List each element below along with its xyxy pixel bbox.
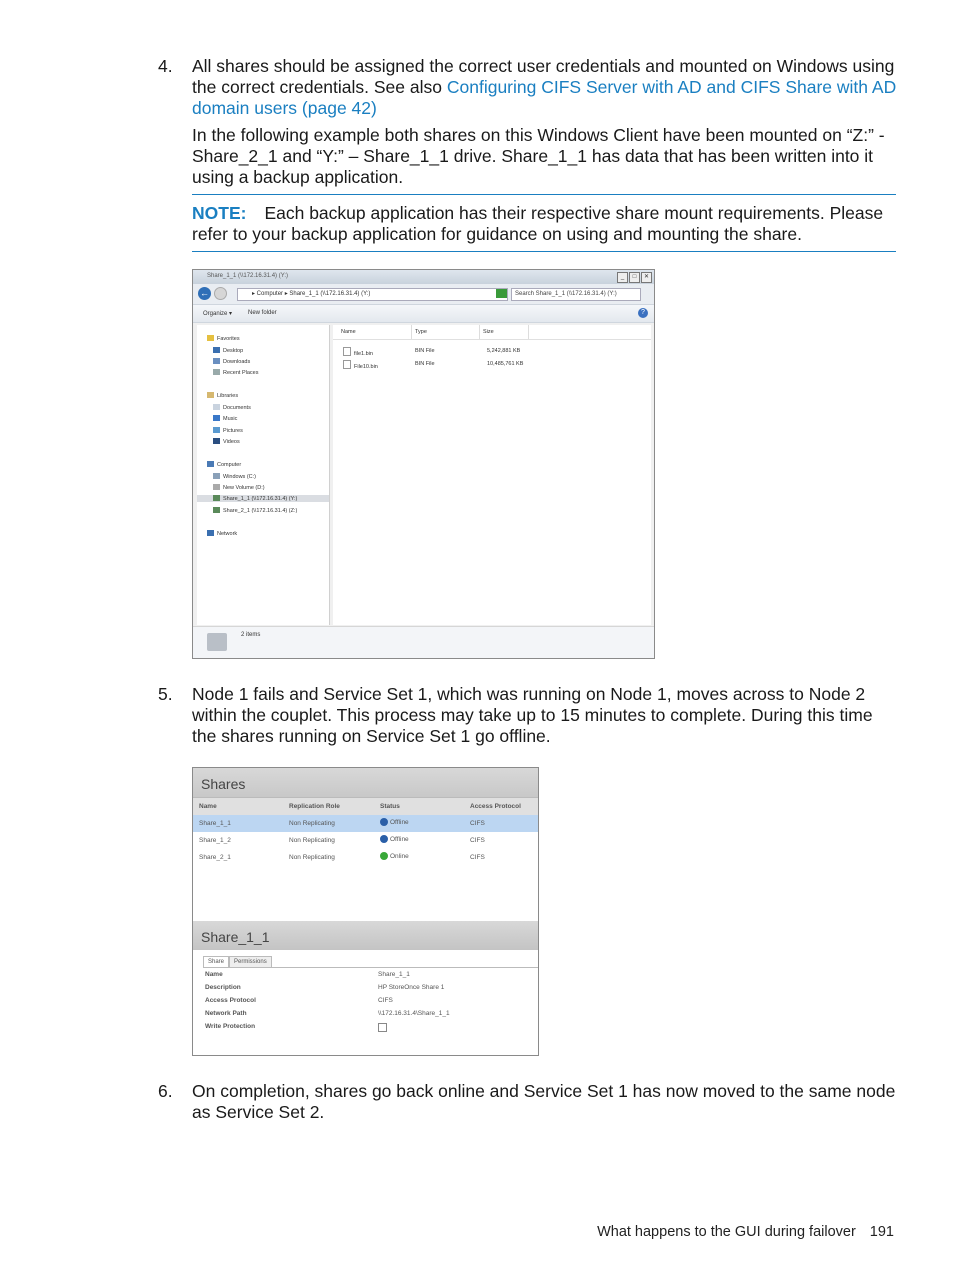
music-icon	[213, 415, 220, 421]
close-icon[interactable]: ✕	[641, 272, 652, 283]
status-bar	[193, 626, 654, 659]
network-drive-icon	[213, 495, 220, 501]
nav-share-y[interactable]: Share_1_1 (\\172.16.31.4) (Y:)	[197, 495, 329, 502]
share-role: Non Replicating	[289, 837, 335, 844]
step-paragraph: In the following example both shares on this Windows Client have been mounted on “Z:” - Share_2_1 and “Y:” – Share_1_1 drive. Share_1_1 has data that has been written into it using a backup application.	[192, 125, 885, 187]
file-icon	[343, 347, 351, 356]
share-details	[203, 967, 538, 1033]
step-text	[192, 56, 898, 119]
nav-pictures[interactable]: Pictures	[213, 427, 243, 434]
share-role: Non Replicating	[289, 820, 335, 827]
cross-reference-link[interactable]: Configuring CIFS Server with AD and CIFS Share with AD domain users (page 42)	[192, 77, 897, 118]
share-status: Offline	[380, 818, 409, 826]
step-number: 6.	[158, 1081, 173, 1101]
write-protection-checkbox[interactable]	[378, 1023, 387, 1032]
nav-recent[interactable]: Recent Places	[213, 369, 258, 376]
file-size: 10,485,761 KB	[487, 361, 524, 367]
file-icon	[343, 360, 351, 369]
step-number: 4.	[158, 56, 173, 76]
table-row[interactable]	[193, 849, 538, 866]
downloads-icon	[213, 358, 220, 364]
share-protocol: CIFS	[470, 854, 485, 861]
nav-new-volume-d[interactable]: New Volume (D:)	[213, 484, 265, 491]
nav-videos[interactable]: Videos	[213, 438, 240, 445]
file-type: BIN File	[415, 361, 435, 367]
share-name: Share_1_1	[199, 820, 231, 827]
share-name: Share_2_1	[199, 854, 231, 861]
share-detail-title: Share_1_1	[193, 921, 538, 950]
navigation-pane	[197, 325, 330, 625]
network-icon	[207, 530, 214, 536]
recent-places-icon	[213, 369, 220, 375]
new-folder-button[interactable]: New folder	[248, 310, 277, 316]
offline-icon	[380, 818, 388, 826]
col-name[interactable]: Name	[199, 803, 217, 810]
file-row[interactable]: file1.bin	[343, 347, 373, 357]
path-field[interactable]: ▸ Computer ▸ Share_1_1 (\\172.16.31.4) (Y:)	[237, 288, 508, 301]
explorer-screenshot	[192, 269, 655, 659]
search-input[interactable]: Search Share_1_1 (\\172.16.31.4) (Y:)	[511, 288, 641, 301]
maximize-icon[interactable]: □	[629, 272, 640, 283]
shares-column-header	[193, 797, 538, 815]
step-6	[158, 1081, 898, 1123]
footer-section-title: What happens to the GUI during failover	[597, 1224, 856, 1240]
offline-icon	[380, 835, 388, 843]
item-count: 2 items	[241, 632, 261, 638]
file-row[interactable]: File10.bin	[343, 360, 378, 370]
page-footer	[597, 1224, 894, 1240]
file-type: BIN File	[415, 348, 435, 354]
pictures-icon	[213, 427, 220, 433]
videos-icon	[213, 438, 220, 444]
detail-row: Network Path \\172.16.31.4\Share_1_1	[205, 1010, 450, 1017]
share-role: Non Replicating	[289, 854, 335, 861]
share-protocol: CIFS	[470, 820, 485, 827]
share-protocol: CIFS	[470, 837, 485, 844]
desktop-icon	[213, 347, 220, 353]
online-icon	[380, 852, 388, 860]
forward-arrow-icon[interactable]	[214, 287, 227, 300]
nav-windows-c[interactable]: Windows (C:)	[213, 473, 256, 480]
star-icon	[207, 335, 214, 341]
refresh-icon[interactable]	[496, 289, 507, 298]
nav-music[interactable]: Music	[213, 415, 237, 422]
nav-computer[interactable]: Computer	[207, 461, 241, 468]
address-bar	[193, 284, 654, 304]
nav-downloads[interactable]: Downloads	[213, 358, 250, 365]
back-arrow-icon[interactable]: ←	[200, 288, 209, 298]
share-status: Online	[380, 852, 409, 860]
detail-row: Description HP StoreOnce Share 1	[205, 984, 445, 991]
nav-desktop[interactable]: Desktop	[213, 347, 243, 354]
nav-favorites[interactable]: Favorites	[207, 335, 240, 342]
note-text: Each backup application has their respective share mount requirements. Please refer to your backup application for guidance on using and mounting the share.	[192, 203, 884, 244]
step-5	[158, 684, 898, 747]
col-replication-role[interactable]: Replication Role	[289, 803, 340, 810]
nav-share-z[interactable]: Share_2_1 (\\172.16.31.4) (Z:)	[213, 507, 297, 514]
detail-row: Write Protection	[203, 1020, 538, 1033]
share-name: Share_1_2	[199, 837, 231, 844]
help-icon[interactable]: ?	[638, 308, 648, 318]
step-number: 5.	[158, 684, 173, 704]
step-text: Node 1 fails and Service Set 1, which was running on Node 1, moves across to Node 2 within the couplet. This process may take up to 15 minutes to complete. During this time the shares running on Service Set 1 go offline.	[192, 684, 873, 746]
column-header	[333, 325, 651, 340]
tab-permissions[interactable]: Permissions	[229, 956, 272, 967]
file-size: 5,242,881 KB	[487, 348, 521, 354]
window-title: Share_1_1 (\\172.16.31.4) (Y:)	[207, 273, 289, 279]
file-list	[333, 325, 651, 625]
tab-share[interactable]: Share	[203, 956, 229, 967]
table-row[interactable]	[193, 832, 538, 849]
network-drive-icon	[213, 507, 220, 513]
documents-icon	[213, 404, 220, 410]
network-drive-icon	[207, 633, 227, 651]
note-label: NOTE:	[192, 203, 247, 223]
step-text: On completion, shares go back online and Service Set 1 has now moved to the same node as Service Set 2.	[192, 1081, 896, 1122]
step-4	[158, 56, 898, 188]
minimize-icon[interactable]: _	[617, 272, 628, 283]
computer-icon	[207, 461, 214, 467]
col-access-protocol[interactable]: Access Protocol	[470, 803, 521, 810]
share-status: Offline	[380, 835, 409, 843]
detail-row: Name Share_1_1	[205, 971, 410, 978]
col-status[interactable]: Status	[380, 803, 400, 810]
nav-documents[interactable]: Documents	[213, 404, 251, 411]
col-name[interactable]: Name	[341, 329, 356, 335]
organize-button[interactable]: Organize ▾	[203, 311, 233, 317]
window-titlebar	[193, 270, 654, 284]
detail-row: Access Protocol CIFS	[205, 997, 393, 1004]
libraries-icon	[207, 392, 214, 398]
nav-libraries[interactable]: Libraries	[207, 392, 238, 399]
col-size[interactable]: Size	[483, 329, 494, 335]
shares-title: Shares	[193, 768, 538, 797]
note-box	[192, 194, 896, 252]
col-type[interactable]: Type	[415, 329, 427, 335]
toolbar	[193, 304, 654, 323]
page-number: 191	[869, 1224, 894, 1240]
detail-tabs	[203, 956, 272, 967]
drive-icon	[213, 484, 220, 490]
shares-screenshot	[192, 767, 539, 1056]
nav-network[interactable]: Network	[207, 530, 237, 537]
drive-icon	[213, 473, 220, 479]
table-row[interactable]	[193, 815, 538, 832]
step-text-before: All shares should be assigned the correct user credentials and mounted on Windows using the correct credentials. See also	[192, 56, 895, 97]
